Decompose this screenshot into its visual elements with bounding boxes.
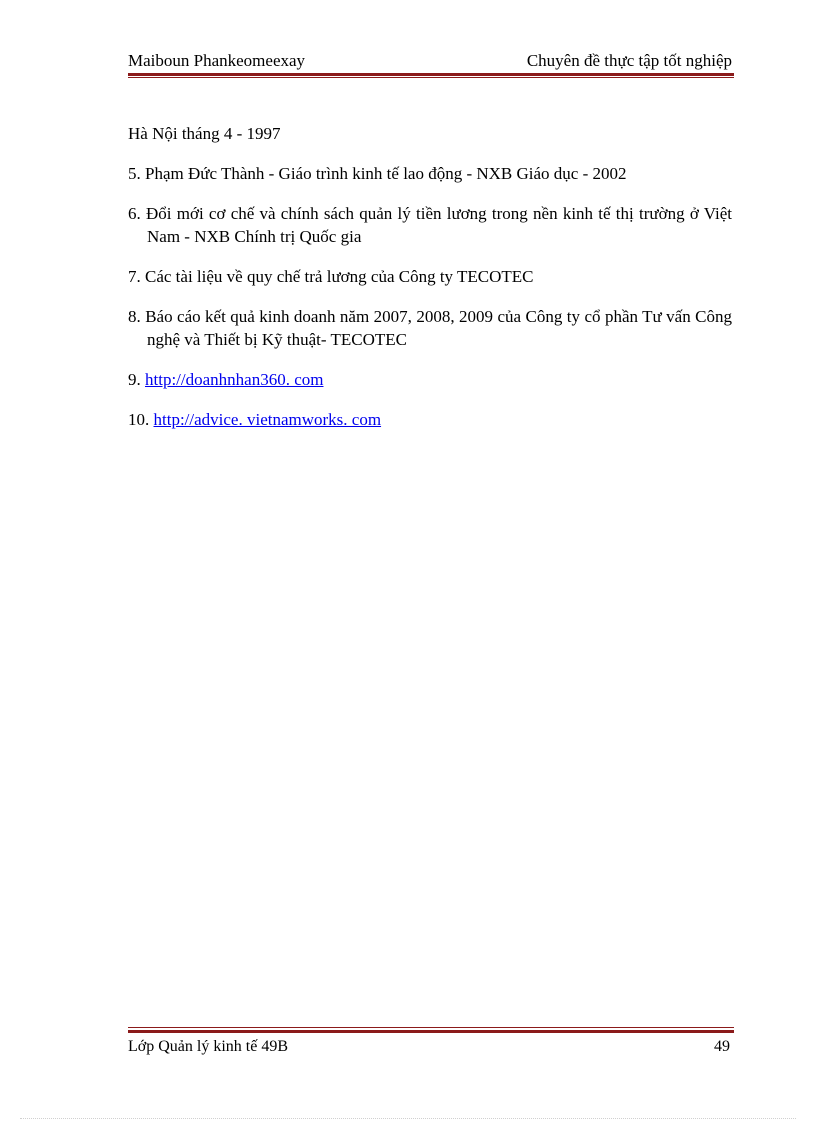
reference-link-vietnamworks[interactable]: http://advice. vietnamworks. com: [153, 410, 382, 429]
footer-class-name: Lớp Quản lý kinh tế 49B: [128, 1038, 288, 1055]
footer-rule-thin: [128, 1027, 734, 1028]
header-author: Maiboun Phankeomeexay: [128, 51, 306, 70]
reference-item-5: 5. Phạm Đức Thành - Giáo trình kinh tế lao động - NXB Giáo dục - 2002: [128, 164, 627, 183]
reference-item-8: 8. Báo cáo kết quả kinh doanh năm 2007, 2008, 2009 của Công ty cổ phần Tư vấn Công nghệ và Thiết bị Kỹ thuật- TECOTEC: [128, 307, 732, 349]
footer-rule-thick: [128, 1030, 734, 1033]
reference-list: [128, 122, 732, 448]
header-title: Chuyên đề thực tập tốt nghiệp: [526, 51, 732, 70]
reference-item-10-number: 10.: [128, 410, 150, 429]
page-edge-divider: [20, 1118, 796, 1119]
reference-item-6: 6. Đổi mới cơ chế và chính sách quản lý tiền lương trong nền kinh tế thị trường ở Việt Nam - NXB Chính trị Quốc gia: [128, 204, 732, 246]
reference-item-9: [128, 368, 732, 391]
reference-item-9-number: 9.: [128, 370, 141, 389]
header-rule-thin: [128, 77, 734, 78]
reference-item-10: [128, 408, 732, 431]
page-footer: [128, 1036, 732, 1058]
page-header: [128, 50, 732, 72]
reference-item-7: 7. Các tài liệu về quy chế trả lương của Công ty TECOTEC: [128, 267, 534, 286]
reference-link-doanhnhan360[interactable]: http://doanhnhan360. com: [145, 370, 324, 389]
page-number: 49: [714, 1038, 730, 1055]
header-rule-thick: [128, 73, 734, 76]
reference-continuation: Hà Nội tháng 4 - 1997: [128, 124, 281, 143]
